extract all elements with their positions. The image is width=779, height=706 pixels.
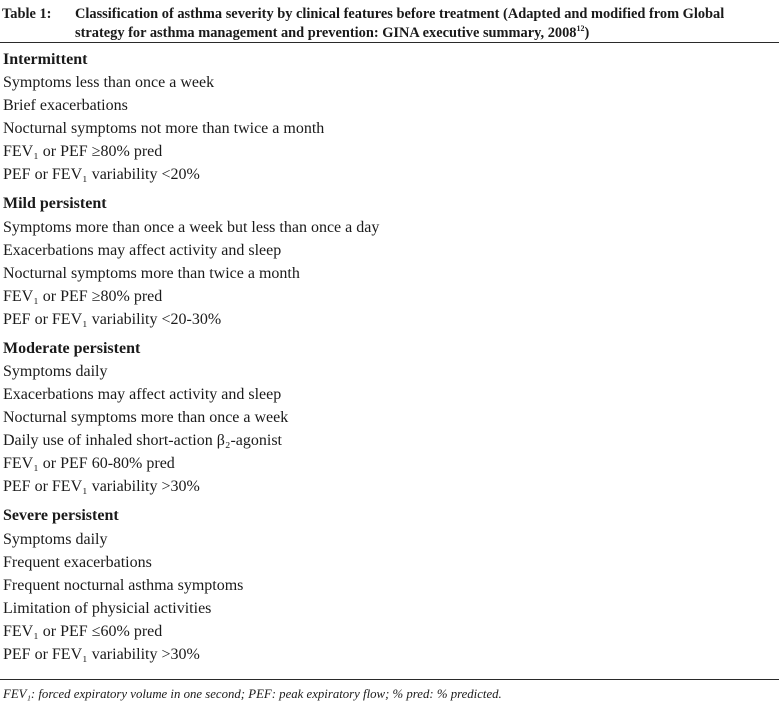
table-title-line-2	[75, 24, 777, 43]
criterion-row: FEV₁ or PEF ≥80% pred	[3, 143, 163, 161]
criterion-row: Exacerbations may affect activity and sleep	[3, 241, 282, 259]
table-title-line-2-suffix: )	[584, 25, 590, 41]
severity-section	[3, 337, 773, 499]
criterion-row: PEF or FEV₁ variability <20%	[3, 166, 200, 184]
severity-section	[3, 48, 773, 187]
table-title-line-2-text: strategy for asthma management and prevention: GINA executive summary, 2008	[75, 25, 577, 41]
section-heading: Severe persistent	[3, 507, 119, 525]
table-top-rule	[0, 42, 779, 43]
criterion-row: PEF or FEV₁ variability >30%	[3, 478, 200, 496]
criterion-row: PEF or FEV₁ variability <20-30%	[3, 310, 222, 328]
severity-section	[3, 504, 773, 666]
section-heading: Moderate persistent	[3, 339, 141, 357]
section-heading: Mild persistent	[3, 195, 107, 213]
criterion-row: Daily use of inhaled short-action β₂-agonist	[3, 432, 282, 450]
criterion-row: Exacerbations may affect activity and sleep	[3, 386, 282, 404]
criterion-row: FEV₁ or PEF ≥80% pred	[3, 287, 163, 305]
criterion-row: Symptoms less than once a week	[3, 74, 215, 92]
severity-section	[3, 192, 773, 331]
section-heading: Intermittent	[3, 51, 88, 68]
criterion-row: Frequent nocturnal asthma symptoms	[3, 576, 244, 594]
criterion-row: Limitation of physicial activities	[3, 599, 212, 617]
table-label: Table 1:	[2, 6, 52, 22]
table-footnote: FEV₁: forced expiratory volume in one second; PEF: peak expiratory flow; % pred: % predicted.	[3, 687, 502, 701]
criterion-row: Symptoms more than once a week but less than once a day	[3, 218, 380, 236]
criterion-row: Symptoms daily	[3, 530, 108, 548]
criterion-row: Symptoms daily	[3, 363, 108, 380]
table-bottom-rule	[0, 679, 779, 680]
criterion-row: FEV₁ or PEF 60-80% pred	[3, 455, 175, 473]
criterion-row: Brief exacerbations	[3, 97, 128, 115]
criterion-row: FEV₁ or PEF ≤60% pred	[3, 622, 163, 640]
table-body	[3, 48, 773, 666]
criterion-row: Frequent exacerbations	[3, 553, 152, 571]
table-title	[75, 5, 777, 43]
table-title-line-1: Classification of asthma severity by clinical features before treatment (Adapted and modified from Global	[75, 6, 725, 22]
criterion-row: Nocturnal symptoms not more than twice a month	[3, 120, 325, 138]
criterion-row: Nocturnal symptoms more than once a week	[3, 409, 289, 427]
criterion-row: Nocturnal symptoms more than twice a month	[3, 264, 300, 282]
reference-superscript: 12	[576, 24, 585, 33]
criterion-row: PEF or FEV₁ variability >30%	[3, 646, 200, 664]
